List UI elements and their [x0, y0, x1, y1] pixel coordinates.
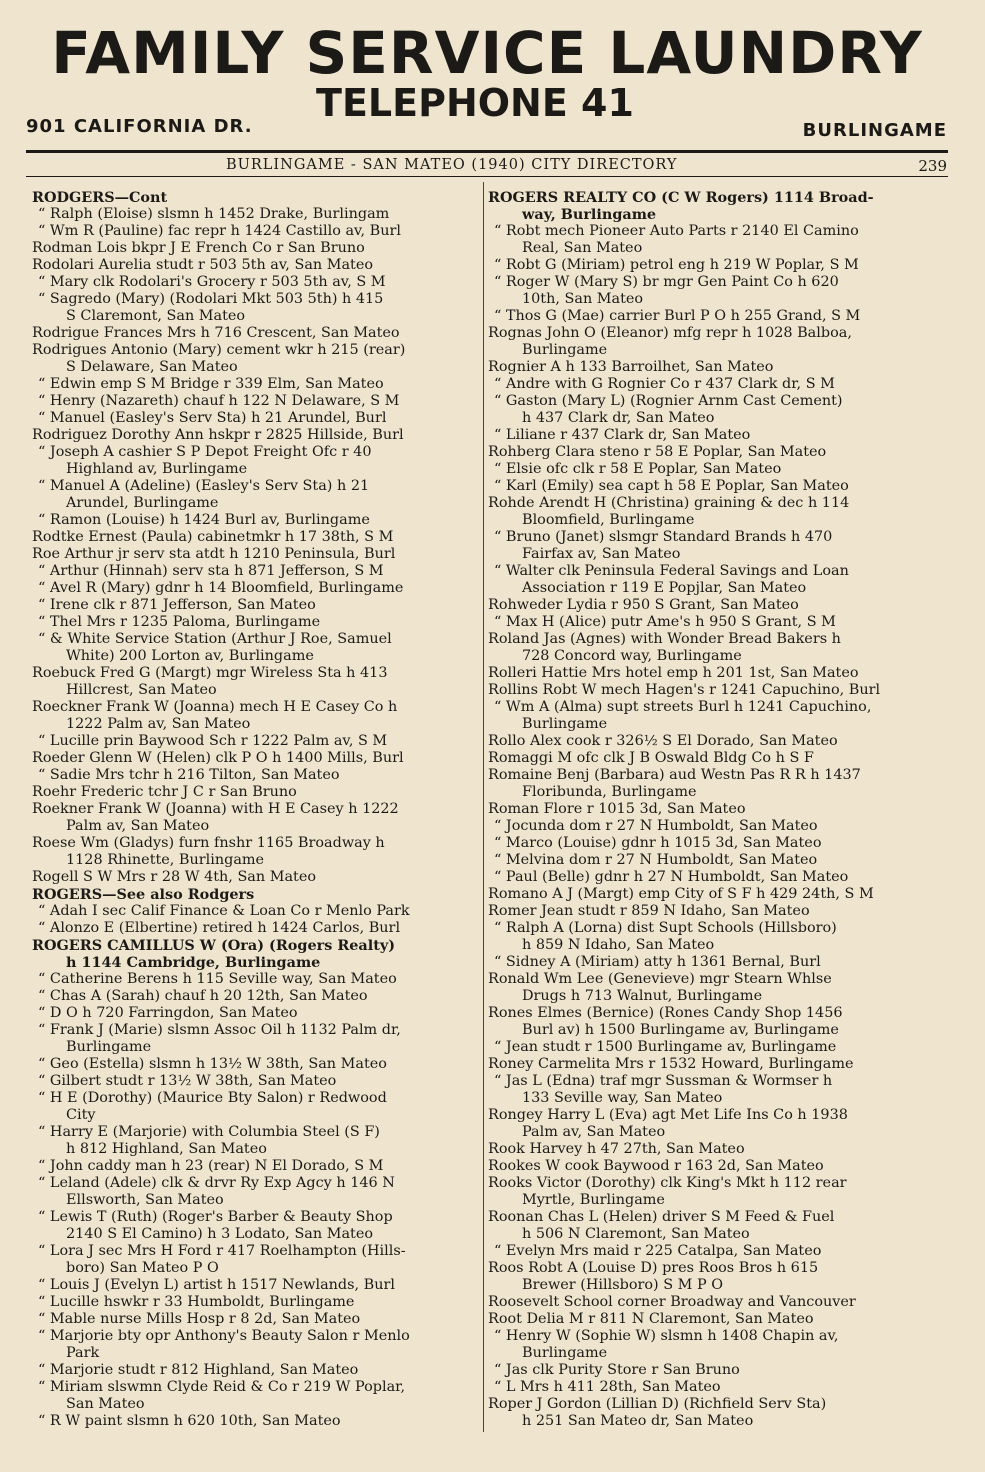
- directory-entry: [488, 427, 946, 444]
- directory-entry: [32, 444, 480, 478]
- directory-entry: [488, 1056, 946, 1073]
- directory-entry: [488, 1107, 946, 1141]
- entry-line: “ Ramon (Louise) h 1424 Burl av, Burlingame: [38, 512, 370, 528]
- page-number: 239: [918, 157, 947, 175]
- directory-entry: [32, 631, 480, 665]
- entry-line: “ Alonzo E (Elbertine) retired h 1424 Carlos, Burl: [38, 920, 401, 936]
- directory-entry: [32, 1362, 480, 1379]
- entry-line: “ & White Service Station (Arthur J Roe, Samuel: [38, 631, 392, 647]
- directory-entry: [32, 325, 480, 342]
- entry-line: ROGERS CAMILLUS W (Ora) (Rogers Realty): [32, 937, 396, 954]
- entry-line: “ Melvina dom r 27 N Humboldt, San Mateo: [494, 852, 818, 868]
- directory-entry: [32, 376, 480, 393]
- directory-entry: [32, 1175, 480, 1209]
- entry-line: “ Marco (Louise) gdnr h 1015 3d, San Mateo: [494, 835, 822, 851]
- column-divider: [483, 182, 484, 1432]
- directory-entry: [32, 1379, 480, 1413]
- entry-line: “ Sagredo (Mary) (Rodolari Mkt 503 5th) h 415: [38, 291, 384, 307]
- entry-line: Rolleri Hattie Mrs hotel emp h 201 1st, San Mateo: [488, 665, 859, 681]
- directory-entry: [32, 1277, 480, 1294]
- header-rule: [26, 150, 948, 153]
- directory-entry: [488, 359, 946, 376]
- entry-continuation-line: h 812 Highland, San Mateo: [66, 1141, 267, 1157]
- directory-entry: [488, 767, 946, 801]
- entry-line: Rollins Robt W mech Hagen's r 1241 Capuchino, Burl: [488, 682, 881, 698]
- entry-continuation-line: Park: [66, 1345, 100, 1361]
- entry-line: “ Lora J sec Mrs H Ford r 417 Roelhampton (Hills-: [38, 1243, 406, 1259]
- directory-entry: [488, 393, 946, 427]
- directory-entry: [32, 801, 480, 835]
- ad-telephone: TELEPHONE 41: [316, 81, 634, 125]
- entry-line: Rodman Lois bkpr J E French Co r San Bruno: [32, 240, 365, 256]
- entry-line: Roe Arthur jr serv sta atdt h 1210 Peninsula, Burl: [32, 546, 396, 562]
- directory-entry: [32, 699, 480, 733]
- directory-entry: [488, 920, 946, 954]
- entry-line: “ Max H (Alice) putr Ame's h 950 S Grant, S M: [494, 614, 836, 630]
- entry-line: Romano A J (Margt) emp City of S F h 429 24th, S M: [488, 886, 874, 902]
- entry-continuation-line: Burlingame: [66, 1039, 152, 1055]
- directory-entry: [32, 784, 480, 801]
- directory-entry: [32, 1022, 480, 1056]
- entry-continuation-line: Floribunda, Burlingame: [522, 784, 697, 800]
- ad-address: 901 CALIFORNIA DR.: [26, 116, 253, 137]
- directory-entry: [32, 410, 480, 427]
- entry-continuation-line: 10th, San Mateo: [522, 291, 644, 307]
- entry-line: “ Chas A (Sarah) chauf h 20 12th, San Mateo: [38, 988, 368, 1004]
- directory-entry: [32, 903, 480, 920]
- entry-line: Rodrigues Antonio (Mary) cement wkr h 215 (rear): [32, 342, 406, 358]
- entry-line: RODGERS—Cont: [32, 189, 168, 206]
- entry-continuation-line: S Claremont, San Mateo: [66, 308, 246, 324]
- entry-line: Romer Jean studt r 859 N Idaho, San Mateo: [488, 903, 810, 919]
- directory-entry: [32, 580, 480, 597]
- directory-entry: [32, 257, 480, 274]
- ad-business-name: FAMILY SERVICE LAUNDRY: [51, 19, 923, 87]
- directory-entry: [32, 393, 480, 410]
- directory-entry: [488, 631, 946, 665]
- entry-line: “ Catherine Berens h 115 Seville way, San Mateo: [38, 971, 397, 987]
- directory-entry: [32, 1311, 480, 1328]
- directory-entry: [32, 1243, 480, 1277]
- directory-entry: [32, 869, 480, 886]
- directory-entry: [488, 257, 946, 274]
- entry-line: Rones Elmes (Bernice) (Rones Candy Shop 1456: [488, 1005, 843, 1021]
- entry-continuation-line: Ellsworth, San Mateo: [66, 1192, 224, 1208]
- entry-line: “ Gilbert studt r 13½ W 38th, San Mateo: [38, 1073, 337, 1089]
- directory-entry: [488, 597, 946, 614]
- entry-line: “ Henry (Nazareth) chauf h 122 N Delaware, S M: [38, 393, 400, 409]
- directory-entry: [488, 529, 946, 563]
- directory-entry: [32, 1073, 480, 1090]
- entry-continuation-line: Highland av, Burlingame: [66, 461, 248, 477]
- entry-continuation-line: h 437 Clark dr, San Mateo: [522, 410, 715, 426]
- directory-entry: [32, 614, 480, 631]
- entry-line: Roebuck Fred G (Margt) mgr Wireless Sta h 413: [32, 665, 388, 681]
- directory-entry: [32, 206, 480, 223]
- directory-entry: [32, 733, 480, 750]
- entry-line: “ Frank J (Marie) slsmn Assoc Oil h 1132 Palm dr,: [38, 1022, 401, 1038]
- directory-entry: [32, 1056, 480, 1073]
- directory-entry: [488, 971, 946, 1005]
- directory-entry: [32, 478, 480, 512]
- entry-line: “ Walter clk Peninsula Federal Savings and Loan: [494, 563, 849, 579]
- directory-entry: [488, 1294, 946, 1311]
- entry-line: “ Ralph (Eloise) slsmn h 1452 Drake, Burlingam: [38, 206, 390, 222]
- entry-line: Rodolari Aurelia studt r 503 5th av, San Mateo: [32, 257, 374, 273]
- directory-entry: [488, 801, 946, 818]
- entry-line: “ D O h 720 Farringdon, San Mateo: [38, 1005, 298, 1021]
- directory-entry: [32, 1209, 480, 1243]
- entry-continuation-line: San Mateo: [66, 1396, 145, 1412]
- directory-entry: [488, 1158, 946, 1175]
- entry-continuation-line: Burl av) h 1500 Burlingame av, Burlingame: [522, 1022, 839, 1038]
- directory-entry: [32, 546, 480, 563]
- entry-line: “ Mable nurse Mills Hosp r 8 2d, San Mateo: [38, 1311, 361, 1327]
- directory-entry: [488, 189, 946, 223]
- directory-entry: [32, 750, 480, 767]
- entry-continuation-line: h 1144 Cambridge, Burlingame: [66, 954, 321, 971]
- entry-line: Roosevelt School corner Broadway and Vancouver: [488, 1294, 856, 1310]
- entry-line: “ Jas L (Edna) traf mgr Sussman & Wormser h: [494, 1073, 833, 1089]
- entry-line: Roland Jas (Agnes) with Wonder Bread Bakers h: [488, 631, 841, 647]
- directory-entry: [488, 325, 946, 359]
- entry-line: Roeckner Frank W (Joanna) mech H E Casey Co h: [32, 699, 398, 715]
- directory-entry: [488, 1328, 946, 1362]
- directory-entry: [32, 1294, 480, 1311]
- entry-line: Rohweder Lydia r 950 S Grant, San Mateo: [488, 597, 799, 613]
- directory-entry: [32, 1413, 480, 1430]
- directory-entry: [488, 903, 946, 920]
- entry-line: “ Arthur (Hinnah) serv sta h 871 Jefferson, S M: [38, 563, 384, 579]
- directory-entry: [488, 1141, 946, 1158]
- entry-continuation-line: Palm av, San Mateo: [66, 818, 210, 834]
- entry-continuation-line: h 506 N Claremont, San Mateo: [522, 1226, 750, 1242]
- entry-line: Rook Harvey h 47 27th, San Mateo: [488, 1141, 745, 1157]
- header-rule-thin: [26, 176, 948, 177]
- entry-line: “ R W paint slsmn h 620 10th, San Mateo: [38, 1413, 341, 1429]
- entry-continuation-line: way, Burlingame: [522, 206, 657, 223]
- entry-continuation-line: Arundel, Burlingame: [66, 495, 219, 511]
- directory-entry: [488, 495, 946, 529]
- entry-line: Rodtke Ernest (Paula) cabinetmkr h 17 38th, S M: [32, 529, 394, 545]
- entry-line: Rodriguez Dorothy Ann hskpr r 2825 Hillside, Burl: [32, 427, 404, 443]
- entry-line: Roeder Glenn W (Helen) clk P O h 1400 Mills, Burl: [32, 750, 404, 766]
- directory-entry: [32, 597, 480, 614]
- entry-line: “ Sidney A (Miriam) atty h 1361 Bernal, Burl: [494, 954, 821, 970]
- entry-line: “ Robt G (Miriam) petrol eng h 219 W Poplar, S M: [494, 257, 859, 273]
- entry-line: “ Marjorie studt r 812 Highland, San Mateo: [38, 1362, 359, 1378]
- directory-entry: [488, 1396, 946, 1430]
- entry-continuation-line: Fairfax av, San Mateo: [522, 546, 681, 562]
- right-column: [488, 189, 946, 1439]
- entry-continuation-line: Hillcrest, San Mateo: [66, 682, 217, 698]
- directory-entry: [32, 920, 480, 937]
- entry-continuation-line: White) 200 Lorton av, Burlingame: [66, 648, 314, 664]
- entry-continuation-line: Palm av, San Mateo: [522, 1124, 666, 1140]
- directory-entry: [32, 988, 480, 1005]
- entry-line: “ Bruno (Janet) slsmgr Standard Brands h 470: [494, 529, 833, 545]
- directory-entry: [488, 818, 946, 835]
- entry-continuation-line: Burlingame: [522, 1345, 608, 1361]
- directory-entry: [488, 223, 946, 257]
- entry-line: Roper J Gordon (Lillian D) (Richfield Serv Sta): [488, 1396, 827, 1412]
- entry-line: Rognier A h 133 Barroilhet, San Mateo: [488, 359, 774, 375]
- directory-entry: [488, 614, 946, 631]
- directory-entry: [488, 1379, 946, 1396]
- entry-line: “ Lewis T (Ruth) (Roger's Barber & Beauty Shop: [38, 1209, 393, 1225]
- entry-line: “ Henry W (Sophie W) slsmn h 1408 Chapin av,: [494, 1328, 839, 1344]
- directory-entry: [488, 835, 946, 852]
- entry-line: Roonan Chas L (Helen) driver S M Feed & Fuel: [488, 1209, 835, 1225]
- entry-line: “ Manuel (Easley's Serv Sta) h 21 Arundel, Burl: [38, 410, 387, 426]
- running-head: BURLINGAME - SAN MATEO (1940) CITY DIRECTORY: [226, 157, 678, 173]
- entry-continuation-line: h 859 N Idaho, San Mateo: [522, 937, 715, 953]
- directory-entry: [488, 308, 946, 325]
- directory-entry: [488, 1175, 946, 1209]
- directory-entry: [32, 937, 480, 971]
- directory-entry: [488, 1260, 946, 1294]
- directory-entry: [32, 529, 480, 546]
- entry-line: “ Marjorie bty opr Anthony's Beauty Salon r Menlo: [38, 1328, 410, 1344]
- entry-line: “ Gaston (Mary L) (Rognier Arnm Cast Cement): [494, 393, 843, 409]
- directory-entry: [32, 665, 480, 699]
- directory-entry: [488, 699, 946, 733]
- directory-entry: [32, 291, 480, 325]
- entry-line: “ John caddy man h 23 (rear) N El Dorado, S M: [38, 1158, 384, 1174]
- entry-continuation-line: Bloomfield, Burlingame: [522, 512, 695, 528]
- directory-entry: [32, 1090, 480, 1124]
- entry-line: “ Jas clk Purity Store r San Bruno: [494, 1362, 740, 1378]
- entry-line: Root Delia M r 811 N Claremont, San Mateo: [488, 1311, 814, 1327]
- entry-line: “ H E (Dorothy) (Maurice Bty Salon) r Redwood: [38, 1090, 387, 1106]
- directory-entry: [488, 1073, 946, 1107]
- entry-continuation-line: 1128 Rhinette, Burlingame: [66, 852, 265, 868]
- directory-entry: [32, 342, 480, 376]
- directory-entry: [488, 563, 946, 597]
- entry-line: “ Lucille hswkr r 33 Humboldt, Burlingame: [38, 1294, 355, 1310]
- directory-entry: [488, 274, 946, 308]
- entry-line: “ Adah I sec Calif Finance & Loan Co r Menlo Park: [38, 903, 410, 919]
- entry-continuation-line: City: [66, 1107, 96, 1123]
- entry-line: “ Harry E (Marjorie) with Columbia Steel (S F): [38, 1124, 380, 1140]
- entry-line: “ Louis J (Evelyn L) artist h 1517 Newlands, Burl: [38, 1277, 395, 1293]
- entry-line: Rongey Harry L (Eva) agt Met Life Ins Co h 1938: [488, 1107, 848, 1123]
- entry-continuation-line: Burlingame: [522, 342, 608, 358]
- entry-continuation-line: Drugs h 713 Walnut, Burlingame: [522, 988, 763, 1004]
- directory-entry: [488, 869, 946, 886]
- entry-line: “ Thel Mrs r 1235 Paloma, Burlingame: [38, 614, 321, 630]
- directory-entry: [488, 478, 946, 495]
- entry-continuation-line: 2140 S El Camino) h 3 Lodato, San Mateo: [66, 1226, 374, 1242]
- directory-entry: [32, 767, 480, 784]
- directory-entry: [32, 1158, 480, 1175]
- entry-line: “ Lucille prin Baywood Sch r 1222 Palm av, S M: [38, 733, 388, 749]
- directory-entry: [32, 240, 480, 257]
- entry-line: “ Andre with G Rognier Co r 437 Clark dr, S M: [494, 376, 835, 392]
- entry-line: “ Elsie ofc clk r 58 E Poplar, San Mateo: [494, 461, 782, 477]
- entry-continuation-line: Myrtle, Burlingame: [522, 1192, 665, 1208]
- entry-line: “ Wm R (Pauline) fac repr h 1424 Castillo av, Burl: [38, 223, 401, 239]
- entry-line: “ Wm A (Alma) supt streets Burl h 1241 Capuchino,: [494, 699, 872, 715]
- directory-entry: [488, 444, 946, 461]
- entry-line: “ Edwin emp S M Bridge r 339 Elm, San Mateo: [38, 376, 384, 392]
- directory-entry: [32, 971, 480, 988]
- entry-line: ROGERS—See also Rodgers: [32, 886, 255, 903]
- directory-entry: [32, 223, 480, 240]
- entry-line: “ Leland (Adele) clk & drvr Ry Exp Agcy h 146 N: [38, 1175, 395, 1191]
- entry-line: “ Thos G (Mae) carrier Burl P O h 255 Grand, S M: [494, 308, 861, 324]
- entry-line: Roos Robt A (Louise D) pres Roos Bros h 615: [488, 1260, 819, 1276]
- entry-line: “ Manuel A (Adeline) (Easley's Serv Sta) h 21: [38, 478, 370, 494]
- directory-entry: [488, 1039, 946, 1056]
- ad-city: BURLINGAME: [802, 120, 947, 141]
- entry-line: Rogell S W Mrs r 28 W 4th, San Mateo: [32, 869, 316, 885]
- entry-line: “ Karl (Emily) sea capt h 58 E Poplar, San Mateo: [494, 478, 849, 494]
- directory-entry: [32, 274, 480, 291]
- entry-line: Rollo Alex cook r 326½ S El Dorado, San Mateo: [488, 733, 838, 749]
- entry-continuation-line: Burlingame: [522, 716, 608, 732]
- entry-line: Roman Flore r 1015 3d, San Mateo: [488, 801, 746, 817]
- entry-line: Rognas John O (Eleanor) mfg repr h 1028 Balboa,: [488, 325, 852, 341]
- entry-line: Romaggi M ofc clk J B Oswald Bldg Co h S F: [488, 750, 814, 766]
- entry-continuation-line: S Delaware, San Mateo: [66, 359, 238, 375]
- entry-line: “ Roger W (Mary S) br mgr Gen Paint Co h 620: [494, 274, 839, 290]
- entry-line: “ Mary clk Rodolari's Grocery r 503 5th av, S M: [38, 274, 386, 290]
- entry-line: “ Liliane r 437 Clark dr, San Mateo: [494, 427, 751, 443]
- entry-continuation-line: boro) San Mateo P O: [66, 1260, 219, 1276]
- entry-line: “ Irene clk r 871 Jefferson, San Mateo: [38, 597, 316, 613]
- directory-entry: [488, 750, 946, 767]
- directory-entry: [488, 1209, 946, 1243]
- directory-entry: [32, 835, 480, 869]
- entry-continuation-line: Real, San Mateo: [522, 240, 643, 256]
- entry-line: Romaine Benj (Barbara) aud Westn Pas R R h 1437: [488, 767, 861, 783]
- directory-entry: [488, 665, 946, 682]
- entry-line: “ Joseph A cashier S P Depot Freight Ofc r 40: [38, 444, 372, 460]
- entry-continuation-line: Brewer (Hillsboro) S M P O: [522, 1277, 724, 1293]
- entry-line: “ Avel R (Mary) gdnr h 14 Bloomfield, Burlingame: [38, 580, 404, 596]
- entry-continuation-line: Association r 119 E Popjlar, San Mateo: [522, 580, 807, 596]
- entry-line: “ Sadie Mrs tchr h 216 Tilton, San Mateo: [38, 767, 340, 783]
- left-column: [32, 189, 480, 1439]
- entry-line: Rookes W cook Baywood r 163 2d, San Mateo: [488, 1158, 824, 1174]
- entry-line: “ Evelyn Mrs maid r 225 Catalpa, San Mateo: [494, 1243, 822, 1259]
- entry-line: Rodrigue Frances Mrs h 716 Crescent, San Mateo: [32, 325, 400, 341]
- directory-entry: [32, 189, 480, 206]
- entry-line: Ronald Wm Lee (Genevieve) mgr Stearn Whlse: [488, 971, 832, 987]
- entry-continuation-line: 728 Concord way, Burlingame: [522, 648, 742, 664]
- directory-entry: [32, 427, 480, 444]
- entry-line: “ Ralph A (Lorna) dist Supt Schools (Hillsboro): [494, 920, 837, 936]
- entry-line: “ Jocunda dom r 27 N Humboldt, San Mateo: [494, 818, 818, 834]
- entry-line: “ Paul (Belle) gdnr h 27 N Humboldt, San Mateo: [494, 869, 849, 885]
- directory-entry: [488, 1362, 946, 1379]
- directory-entry: [32, 1005, 480, 1022]
- entry-line: “ Geo (Estella) slsmn h 13½ W 38th, San Mateo: [38, 1056, 387, 1072]
- entry-line: “ Robt mech Pioneer Auto Parts r 2140 El Camino: [494, 223, 859, 239]
- directory-entry: [32, 1328, 480, 1362]
- entry-line: Rohde Arendt H (Christina) graining & dec h 114: [488, 495, 850, 511]
- entry-continuation-line: 1222 Palm av, San Mateo: [66, 716, 251, 732]
- directory-entry: [488, 1005, 946, 1039]
- directory-entry: [488, 886, 946, 903]
- directory-entry: [488, 954, 946, 971]
- directory-entry: [488, 852, 946, 869]
- directory-entry: [488, 733, 946, 750]
- entry-line: Roney Carmelita Mrs r 1532 Howard, Burlingame: [488, 1056, 854, 1072]
- directory-entry: [488, 376, 946, 393]
- directory-entry: [32, 563, 480, 580]
- entry-line: Roekner Frank W (Joanna) with H E Casey h 1222: [32, 801, 399, 817]
- directory-entry: [488, 682, 946, 699]
- entry-line: “ Jean studt r 1500 Burlingame av, Burlingame: [494, 1039, 837, 1055]
- directory-entry: [488, 461, 946, 478]
- directory-entry: [32, 512, 480, 529]
- entry-line: Rooks Victor (Dorothy) clk King's Mkt h 112 rear: [488, 1175, 847, 1191]
- entry-continuation-line: h 251 San Mateo dr, San Mateo: [522, 1413, 754, 1429]
- entry-line: ROGERS REALTY CO (C W Rogers) 1114 Broad-: [488, 189, 874, 206]
- directory-entry: [32, 1124, 480, 1158]
- entry-continuation-line: 133 Seville way, San Mateo: [522, 1090, 723, 1106]
- directory-entry: [488, 1311, 946, 1328]
- entry-line: Roehr Frederic tchr J C r San Bruno: [32, 784, 297, 800]
- entry-line: “ L Mrs h 411 28th, San Mateo: [494, 1379, 721, 1395]
- entry-line: “ Miriam slswmn Clyde Reid & Co r 219 W Poplar,: [38, 1379, 406, 1395]
- entry-line: Rohberg Clara steno r 58 E Poplar, San Mateo: [488, 444, 827, 460]
- directory-entry: [32, 886, 480, 903]
- entry-line: Roese Wm (Gladys) furn fnshr 1165 Broadway h: [32, 835, 385, 851]
- directory-entry: [488, 1243, 946, 1260]
